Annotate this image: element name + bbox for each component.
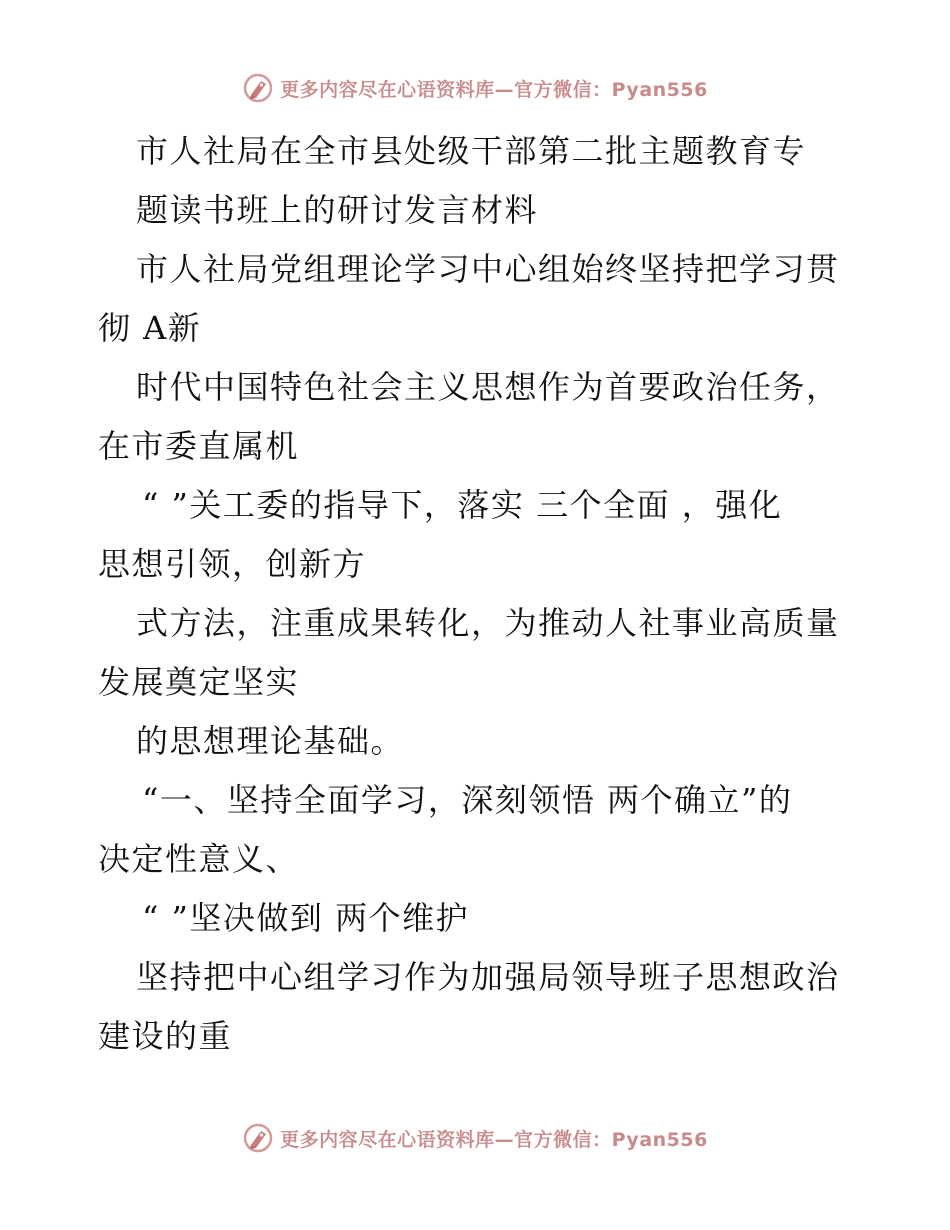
title-line-1: 市人社局在全市县处级干部第二批主题教育专 [136, 132, 807, 170]
watermark-text: 更多内容尽在心语资料库—官方微信：Pyan556 [280, 78, 708, 101]
paragraph-line: 在市委直属机 [98, 427, 300, 465]
paragraph-line: “ ”关工委的指导下，落实 三个全面 ，强化 [142, 486, 783, 524]
pen-nib-logo-icon [242, 1122, 274, 1154]
section-heading-line: 决定性意义、 [98, 840, 300, 878]
section-heading-line: “一、坚持全面学习，深刻领悟 两个确立”的 [142, 781, 793, 819]
paragraph-line: 思想引领，创新方 [98, 545, 367, 583]
watermark-text: 更多内容尽在心语资料库—官方微信：Pyan556 [280, 1128, 708, 1151]
paragraph-line: 的思想理论基础。 [136, 722, 405, 760]
paragraph-line: 式方法，注重成果转化，为推动人社事业高质量 [136, 604, 840, 642]
header-watermark [0, 72, 950, 104]
section-heading-line: “ ”坚决做到 两个维护 [142, 899, 470, 937]
paragraph-line: 彻 A新 [98, 309, 202, 347]
title-line-2: 题读书班上的研讨发言材料 [136, 191, 539, 229]
paragraph-line: 建设的重 [98, 1017, 233, 1055]
paragraph-line: 市人社局党组理论学习中心组始终坚持把学习贯 [136, 250, 840, 288]
footer-watermark [0, 1122, 950, 1154]
paragraph-line: 时代中国特色社会主义思想作为首要政治任务， [136, 368, 840, 406]
document-body [98, 122, 858, 1066]
paragraph-line: 坚持把中心组学习作为加强局领导班子思想政治 [136, 958, 840, 996]
pen-nib-logo-icon [242, 72, 274, 104]
paragraph-line: 发展奠定坚实 [98, 663, 300, 701]
